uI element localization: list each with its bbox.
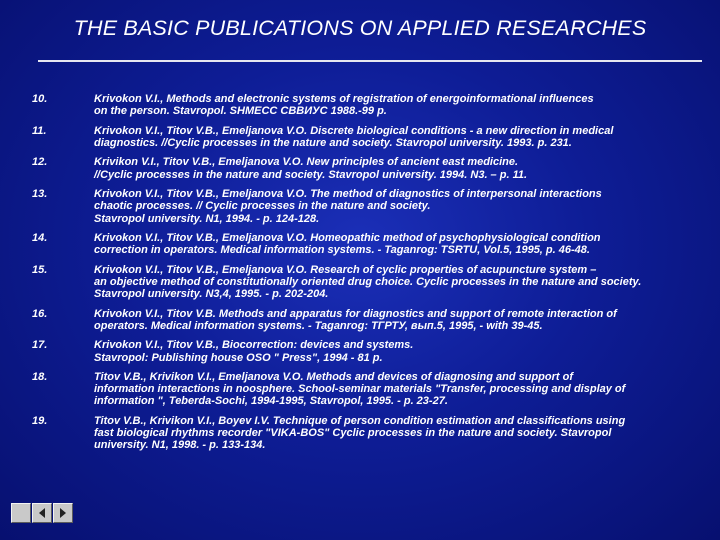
- reference-item: [0, 371, 720, 408]
- reference-text: Krivokon V.I., Titov V.B., Emeljanova V.O. Research of cyclic properties of acupuncture system – an objective method of constitutionally oriented drug choice. Cyclic processes in the nature and society. Stavropol university. N3,4, 1995. - p. 202-204.: [94, 263, 642, 301]
- reference-number: 11.: [32, 124, 47, 137]
- reference-item: [0, 125, 720, 149]
- previous-arrow-icon: [36, 507, 48, 519]
- reference-item: [0, 415, 720, 452]
- reference-text: Krivokon V.I., Titov V.B., Biocorrection: devices and systems. Stavropol: Publishing house OSO " Press", 1994 - 81 p.: [94, 339, 414, 364]
- reference-item: [0, 339, 720, 363]
- reference-text: Titov V.B., Krivikon V.I., Boyev I.V. Technique of person condition estimation and classifications using fast biological rhythms recorder "VIKA-BOS" Cyclic processes in the nature and society. Stavropol university. N1, 1998. - p. 133-134.: [94, 414, 626, 452]
- reference-number: 17.: [32, 339, 48, 352]
- reference-text: Krivokon V.I., Titov V.B., Emeljanova V.O. Homeopathic method of psychophysiological condition correction in operators. Medical information systems. - Taganrog: TSRTU, Vol.5, 1995, p. 46-48.: [94, 232, 601, 257]
- slide-title: THE BASIC PUBLICATIONS ON APPLIED RESEARCHES: [73, 16, 647, 40]
- reference-item: [0, 156, 720, 180]
- reference-text: Krivokon V.I., Titov V.B., Emeljanova V.O. Discrete biological conditions - a new direction in medical diagnostics. //Cyclic processes in the nature and society. Stavropol university. 1993. p. 231.: [94, 124, 614, 149]
- blank-nav-button[interactable]: [11, 503, 31, 523]
- reference-number: 16.: [32, 307, 48, 320]
- previous-slide-button[interactable]: [32, 503, 52, 523]
- reference-text: Krivokon V.I., Titov V.B., Emeljanova V.O. The method of diagnostics of interpersonal interactions chaotic processes. // Cyclic processes in the nature and society. Stavropol university. N1, 1994. - p. 124-128.: [94, 188, 602, 225]
- reference-text: Krivokon V.I., Methods and electronic systems of registration of energoinformational influences on the person. Stavropol. SНМЕСС СВВИУС 1988.-99 p.: [94, 93, 594, 118]
- reference-item: [0, 308, 720, 332]
- reference-number: 18.: [32, 371, 48, 384]
- reference-item: [0, 93, 720, 117]
- slide-navigation: [11, 503, 73, 523]
- reference-item: [0, 232, 720, 256]
- reference-text: Krivikon V.I., Titov V.B., Emeljanova V.O. New principles of ancient east medicine. //Cyclic processes in the nature and society. Stavropol university. 1994. N3. – p. 11.: [94, 156, 528, 181]
- next-slide-button[interactable]: [53, 503, 73, 523]
- reference-item: [0, 264, 720, 301]
- title-divider: [38, 60, 702, 62]
- reference-number: 14.: [32, 232, 48, 245]
- reference-text: Krivokon V.I., Titov V.B. Methods and apparatus for diagnostics and support of remote interaction of operators. Medical information systems. - Taganrog: ТГРТУ, вып.5, 1995, - with 39-45.: [94, 307, 617, 332]
- reference-number: 13.: [32, 188, 48, 201]
- reference-text: Titov V.B., Krivikon V.I., Emeljanova V.O. Methods and devices of diagnosing and support of information interactions in noosphere. School-seminar materials "Transfer, processing and display of information ", Teberda-Sochi, 1994-1995, Stavropol, 1995. - p. 23-27.: [94, 371, 626, 408]
- reference-number: 15.: [32, 263, 48, 276]
- reference-item: [0, 188, 720, 225]
- reference-number: 19.: [32, 414, 48, 427]
- reference-number: 12.: [32, 156, 48, 169]
- reference-list: [0, 93, 720, 459]
- next-arrow-icon: [57, 507, 69, 519]
- reference-number: 10.: [32, 93, 48, 105]
